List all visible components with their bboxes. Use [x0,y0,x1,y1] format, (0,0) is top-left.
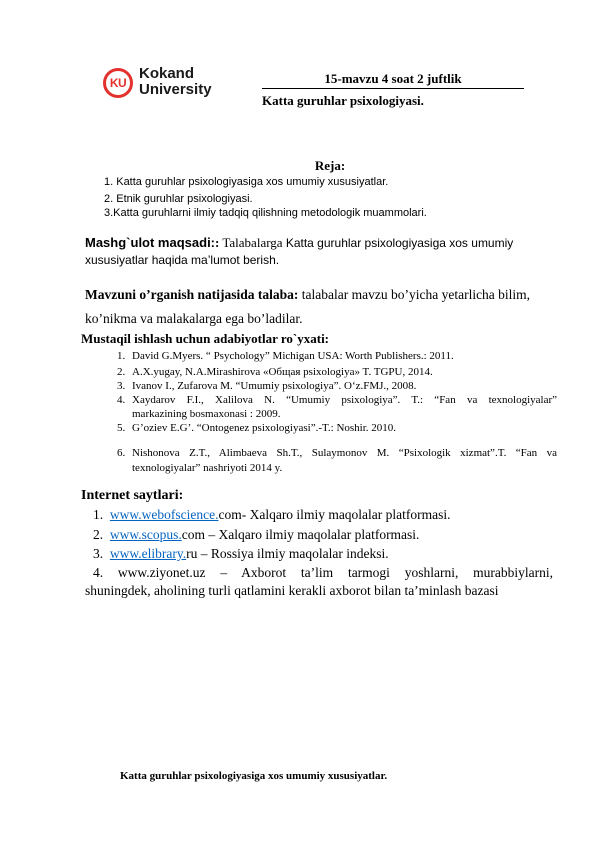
scopus-link[interactable]: www.scopus. [109,527,182,542]
logo-line-1: Kokand [139,65,195,82]
outcome-text-line2: ko’nikma va malakalarga ega bo’ladilar. [85,311,303,326]
internet-item-4: 4. www.ziyonet.uz – Axborot ta’lim tarmogi yoshlarni, murabbiylarni, [93,565,553,580]
webofscience-link[interactable]: www.webofscience. [109,507,219,522]
literature-item [117,447,557,477]
internet-num: 1. [93,507,104,522]
logo-wordmark [139,66,212,98]
literature-text: David G.Myers. “ Psychology” Michigan USA: Worth Publishers.: 2011. [132,350,454,362]
literature-num: 3. [117,380,126,392]
literature-num: 2. [117,366,126,378]
plan-item: 2. Etnik guruhlar psixologiyasi. [104,193,253,205]
literature-text: A.X.yugay, N.A.Mirashirova «Общая psixologiya» T. TGPU, 2014. [132,366,433,378]
elibrary-link[interactable]: www.elibrary. [109,546,187,561]
logo-line-2: University [139,81,212,98]
literature-text: Xaydarov F.I., Xalilova N. “Umumiy psixologiya”. T.: “Fan va texnologiyalar” [132,394,557,406]
literature-text-cont: markazining bosmaxonasi : 2009. [132,408,281,420]
internet-num: 2. [93,527,104,542]
literature-item [117,380,557,394]
goal-label: Mashg`ulot maqsadi: [85,235,216,250]
goal-text-1: Talabalarga [219,235,286,250]
goal-text-line2: xususiyatlar haqida ma’lumot berish. [85,253,280,267]
lesson-goal [85,235,513,251]
literature-item [117,366,557,380]
internet-item [93,546,389,562]
literature-text: Nishonova Z.T., Alimbaeva Sh.T., Sulaymonov M. “Psixologik xizmat”.T. “Fan va [132,447,557,459]
literature-text-cont: texnologiyalar” nashriyoti 2014 y. [132,462,283,474]
section-title: Katta guruhlar psixologiyasiga xos umumiy xususiyatlar. [120,770,388,782]
internet-item [93,507,451,523]
learning-outcome [85,287,555,303]
kokand-university-logo [103,66,228,102]
literature-item [117,422,557,436]
literature-num: 1. [117,350,126,362]
literature-item [117,350,557,364]
internet-desc: com – Xalqaro ilmiy maqolalar platformasi. [181,527,420,542]
literature-text: G’oziev E.G’. “Ontogenez psixologiyasi”.-T.: Noshir. 2010. [132,422,397,434]
internet-desc: ru – Rossiya ilmiy maqolalar indeksi. [186,546,389,561]
literature-num: 5. [117,422,126,434]
literature-item [117,394,557,424]
plan-heading: Reja: [314,158,346,173]
internet-num: 3. [93,546,104,561]
literature-text: Ivanov I., Zufarova M. “Umumiy psixologiya”. O‘z.FMJ., 2008. [132,380,417,392]
literature-heading: Mustaqil ishlash uchun adabiyotlar ro`yxati: [81,331,330,346]
internet-heading: Internet saytlari: [81,488,184,503]
outcome-label: Mavzuni o’rganish natijasida talaba: [85,287,299,302]
ku-logo-mark: KU [103,68,133,98]
internet-item [93,527,419,543]
goal-colon: : [215,235,220,250]
internet-desc: com- Xalqaro ilmiy maqolalar platformasi. [218,507,451,522]
goal-text-2: Katta guruhlar psixologiyasiga xos umumiy [285,236,514,250]
plan-item: 3.Katta guruhlarni ilmiy tadqiq qilishning metodologik muammolari. [104,207,427,219]
literature-num: 4. [117,394,126,406]
topic-number: 15-mavzu 4 soat 2 juftlik [262,71,524,89]
topic-title: Katta guruhlar psixologiyasi. [262,93,424,108]
plan-item: 1. Katta guruhlar psixologiyasiga xos umumiy xususiyatlar. [104,176,389,188]
internet-item-4-cont: shuningdek, aholining turli qatlamini kerakli axborot bilan ta’minlash bazasi [85,583,499,598]
literature-num: 6. [117,447,126,459]
outcome-text: talabalar mavzu bo’yicha yetarlicha bilim, [298,287,531,302]
